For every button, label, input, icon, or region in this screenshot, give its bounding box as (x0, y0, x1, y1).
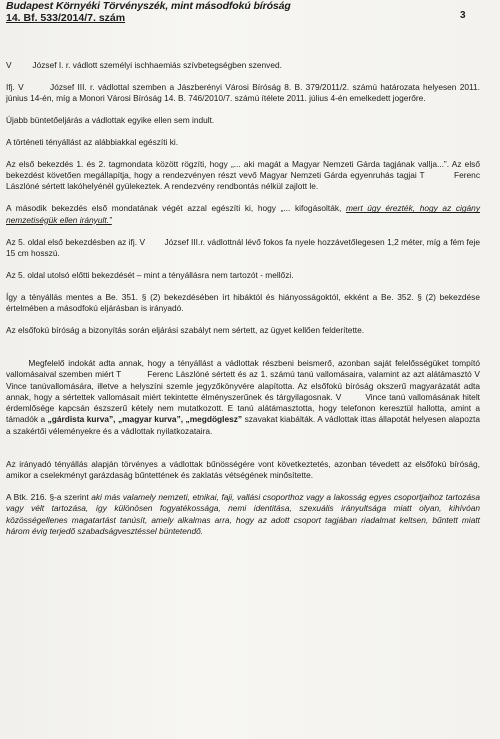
btk-intro: A Btk. 216. §-a szerint (6, 492, 92, 503)
paragraph-health: V József I. r. vádlott személyi ischhaemiás szívbetegségben szenved. (6, 60, 282, 70)
paragraph-no-new-proceedings: Újabb büntetőeljárás a vádlottak egyike ellen sem indult. (6, 115, 215, 126)
document-header (6, 0, 291, 24)
paragraph-second-section (6, 203, 480, 226)
paragraph-prior-convictions: Ifj. V József III. r. vádlottal szemben a Jászberényi Városi Bíróság 8. B. 379/2011/2. számú határozata helyesen 2011. június 14-én, míg a Monori Városi Bíróság 14. B. 746/2010/7. számú ítélete 2011. július 4-én emelkedett jogerőre. (6, 81, 483, 104)
paragraph-first-section: Az első bekezdés 1. és 2. tagmondata között rögzíti, hogy „... aki magát a Magyar Nemzeti Gárda tagjának vallja...”. Az első bekezdést követően megállapítja, hogy a rendezvényen részt vevő Magyar Nemzeti Gárda egyenruhás tagjai T Ferenc Lászlóné sértett lakóhelyénél gyülekeztek. A rendezvény rendbontás nélkül zajlott le. (6, 158, 483, 192)
underlined-quote: mert úgy érezték, hogy az cigány nemzetiségük ellen irányult.” (6, 203, 480, 225)
paragraph-omission: Az 5. oldal utolsó előtti bekezdését – mint a tényállásra nem tartozót - mellőzi. (6, 269, 294, 280)
page-number: 3 (460, 10, 466, 21)
paragraph-reasoning (6, 347, 499, 449)
btk-quote: aki más valamely nemzeti, etnikai, faji, vallási csoporthoz vagy a lakosság egyes csoportjaihoz tartozása vagy vélt tartozása, így különösen fogyatékossága, nemi identitása, szexuális irányultsága miatt olyan, kihívóan közösségellenes magatartást tanúsít, amely alkalmas arra, hogy az adott csoport tagjában riadalmat keltsen, bűntett miatt három évig terjedő szabadságvesztéssel büntetendő. (6, 492, 480, 537)
case-number: 14. Bf. 533/2014/7. szám (6, 12, 126, 24)
paragraph-facts-intro: A történeti tényállást az alábbiakkal egészíti ki. (6, 136, 179, 147)
document-body (6, 60, 499, 548)
paragraph-reasoning-text: Megfelelő indokát adta annak, hogy a tényállást a vádlottak részbeni beismerő, azonban saját felelősségüket tompító vallomásaival szemben miért T Ferenc Lászlóné sértett és az 1. számú tanú vallomásaira, valamint az azt alátámasztó V Vince tanúvallomására, illetve a helyszíni szemle jegyzőkönyvére alapította. Az elsőfokú bíróság okszerű magyarázatát adta annak, hogy a sértettek vallomásait miért tekintette élményszerűnek és tárgyilagosnak. V Vince tanú vallomásának hitelt érdemlősége kapcsán észszerű kétely nem mutatkozott. E tanú alátámasztotta, hogy telefonon keresztül hallotta, amint a támadók a (6, 357, 499, 425)
paragraph-btk-216 (6, 492, 480, 537)
paragraph-second-section-text: A második bekezdés első mondatának végét azzal egészíti ki, hogy „... kifogásolták, (6, 203, 346, 214)
paragraph-qualification: Az irányadó tényállás alapján törvényes a vádlottak bűnösségére vont következtetés, azonban tévedett az elsőfokú bíróság, amikor a cselekményt garázdaság bűntettének és zaklatás vétségének minősítette. (6, 458, 480, 481)
paragraph-weapon-size: Az 5. oldal első bekezdésben az ifj. V József III.r. vádlottnál lévő fokos fa nyele hozzávetőlegesen 1,2 méter, míg a fém feje 15 cm hosszú. (6, 236, 483, 258)
paragraph-reasoning-end: szavakat kiabálták. A vádlottak ittas állapotát helyesen alapozta a szakértői véleményekre és a vádlottak nyilatkozataira. (6, 414, 483, 436)
paragraph-be-reference: Így a tényállás mentes a Be. 351. § (2) bekezdésében írt hibáktól és hiányosságoktól, ekként a Be. 352. § (2) bekezdése értelmében a másodfokú eljárásban is irányadó. (6, 291, 480, 313)
court-name: Budapest Környéki Törvényszék, mint másodfokú bíróság (6, 0, 291, 12)
paragraph-evidence: Az elsőfokú bíróság a bizonyítás során eljárási szabályt nem sértett, az ügyet kellően felderítette. (6, 324, 365, 335)
shouted-words: „gárdista kurva”, „magyar kurva”, „megdöglesz” (47, 414, 243, 425)
